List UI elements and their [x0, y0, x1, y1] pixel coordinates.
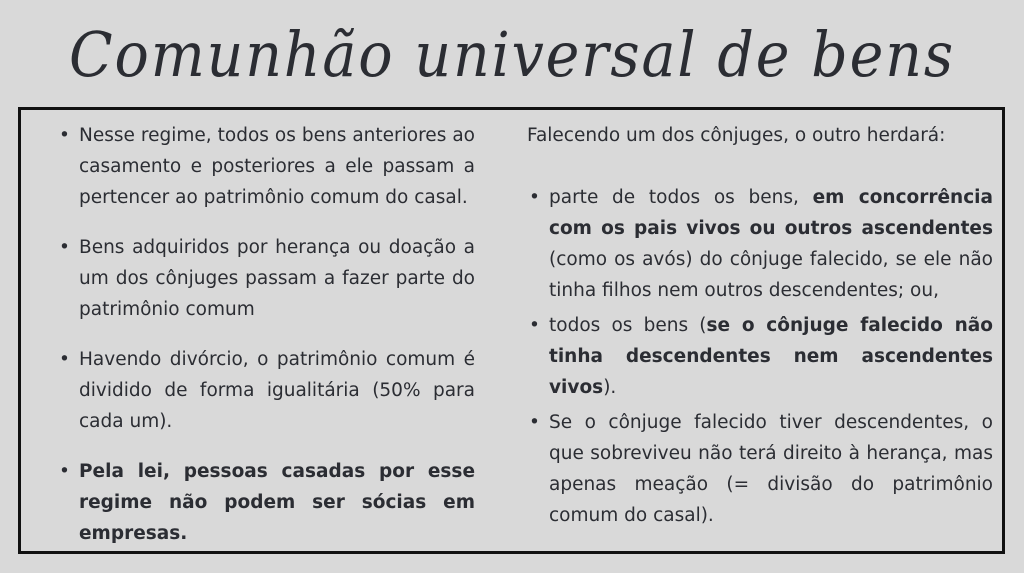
list-item-text: Se o cônjuge falecido tiver descendentes, o que sobreviveu não terá direito à herança, mas apenas meação (= divisão do patrimônio comum do casal). [549, 412, 993, 526]
bullet-icon: • [529, 187, 540, 208]
page-title: Comunhão universal de bens [69, 18, 955, 91]
bullet-icon: • [59, 237, 70, 258]
item-text-bold: se o cônjuge falecido não tinha descendentes nem ascendentes vivos [549, 315, 993, 398]
item-text-post: ). [603, 377, 617, 398]
right-column [527, 120, 993, 531]
list-item [527, 182, 993, 306]
list-item-text-bold: Pela lei, pessoas casadas por esse regime não podem ser sócias em empresas. [79, 461, 475, 544]
right-bullet-list [527, 182, 993, 531]
bullet-icon: • [59, 461, 70, 482]
list-item [527, 310, 993, 403]
list-item [57, 232, 475, 325]
item-text-post: (como os avós) do cônjuge falecido, se ele não tinha filhos nem outros descendentes; ou, [549, 249, 993, 301]
list-item-text: Havendo divórcio, o patrimônio comum é dividido de forma igualitária (50% para cada um). [79, 349, 475, 432]
left-column [57, 120, 475, 568]
list-item [57, 120, 475, 213]
bullet-icon: • [59, 125, 70, 146]
bullet-icon: • [59, 349, 70, 370]
bullet-icon: • [529, 412, 540, 433]
left-bullet-list [57, 120, 475, 549]
list-item-text: Bens adquiridos por herança ou doação a um dos cônjuges passam a fazer parte do patrimônio comum [79, 237, 475, 320]
list-item [57, 344, 475, 437]
item-text-pre: parte de todos os bens, [549, 187, 813, 208]
list-item-text: Nesse regime, todos os bens anteriores ao casamento e posteriores a ele passam a pertencer ao patrimônio comum do casal. [79, 125, 475, 208]
item-text-bold: em concorrência com os pais vivos ou outros ascendentes [549, 187, 994, 239]
list-item [527, 407, 993, 531]
bullet-icon: • [529, 315, 540, 336]
right-intro: Falecendo um dos cônjuges, o outro herdará: [527, 125, 946, 146]
list-item [57, 456, 475, 549]
item-text-pre: todos os bens ( [549, 315, 707, 336]
content-box [18, 107, 1005, 554]
